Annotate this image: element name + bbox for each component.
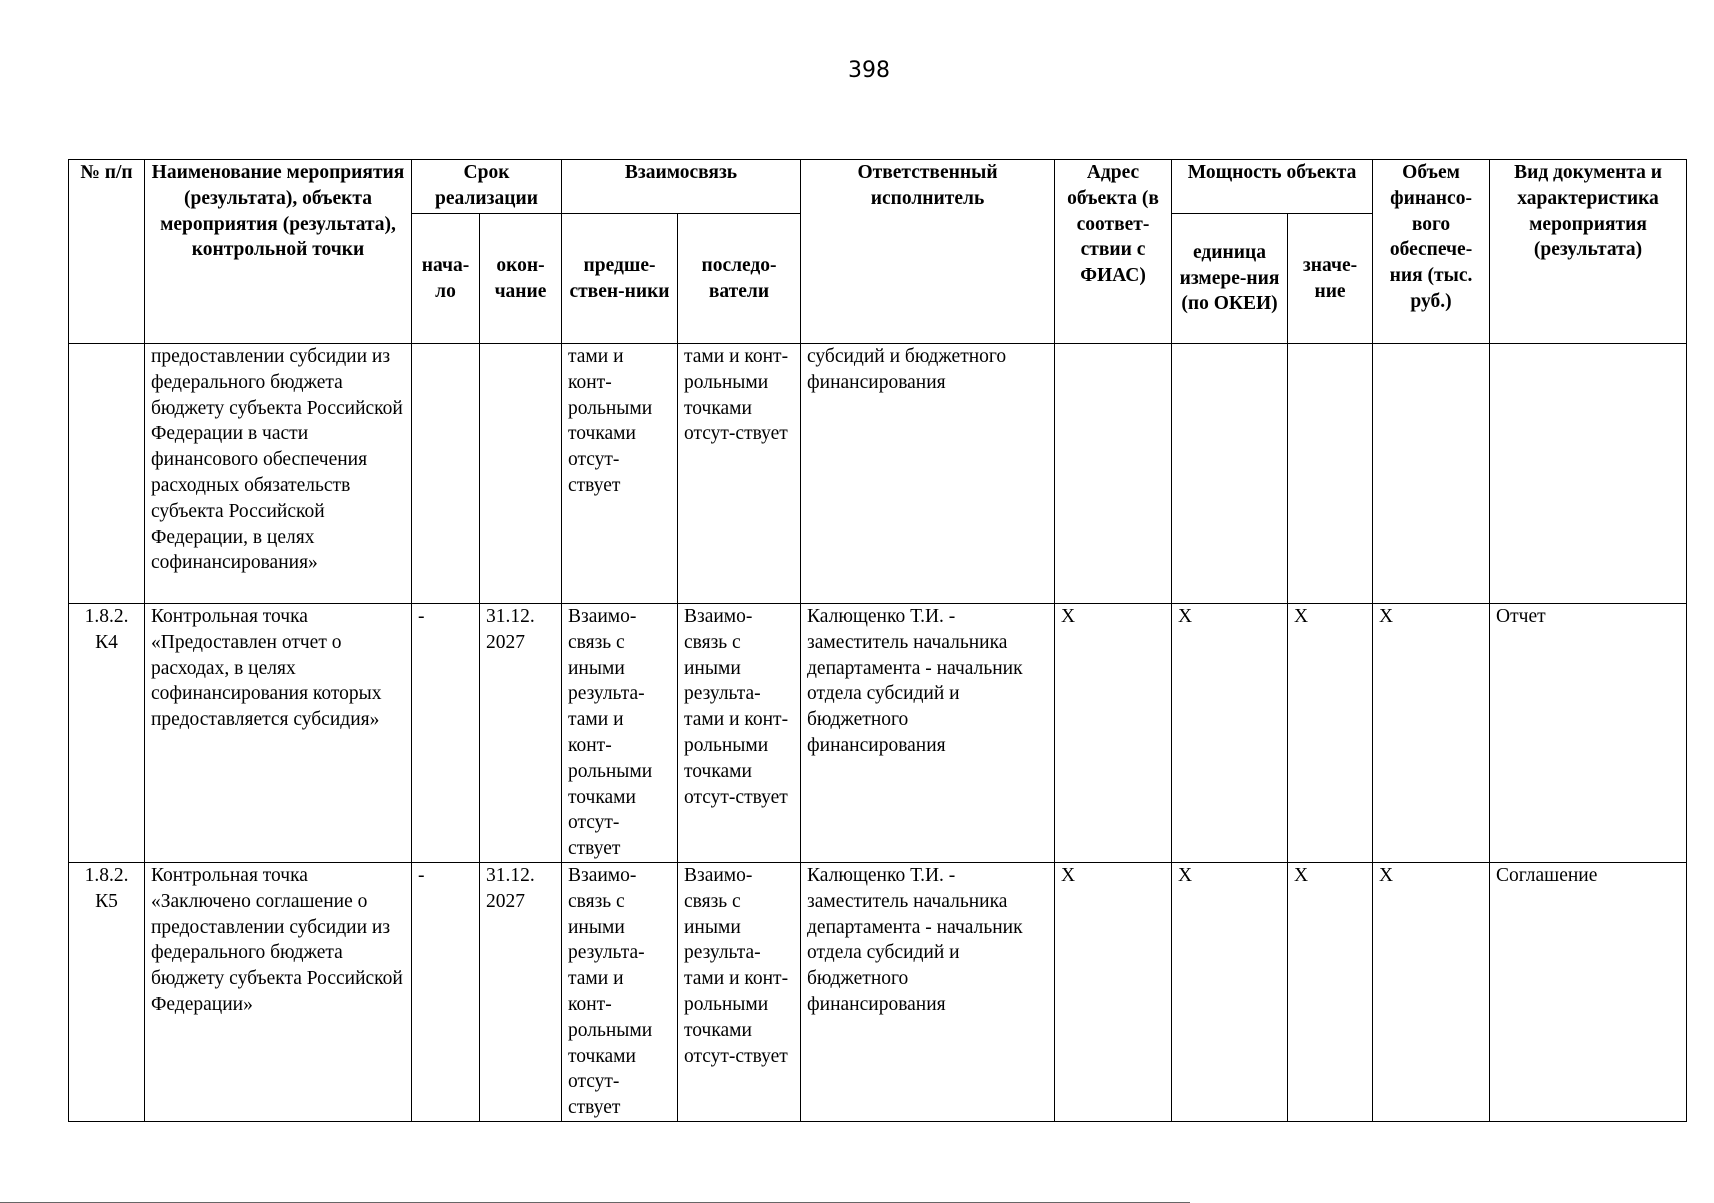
table-row <box>69 862 1687 1121</box>
header-capacity: Мощность объекта <box>1172 160 1373 214</box>
header-term-end: окон-чание <box>480 214 562 344</box>
cell-executor: Калющенко Т.И. - заместитель начальника департамента - начальник отдела субсидий и бюджетного финансирования <box>801 604 1055 863</box>
cell-end <box>480 344 562 604</box>
cell-doc: Отчет <box>1490 604 1687 863</box>
header-term: Срок реализации <box>412 160 562 214</box>
cell-prev: тами и конт-рольными точками отсут-ствует <box>562 344 678 604</box>
cell-address: Х <box>1055 604 1172 863</box>
cell-unit <box>1172 344 1288 604</box>
cell-num: 1.8.2. К5 <box>69 862 145 1121</box>
page-number: 398 <box>848 58 890 83</box>
header-name: Наименование мероприятия (результата), объекта мероприятия (результата), контрольной точки <box>145 160 412 344</box>
cell-end: 31.12. 2027 <box>480 604 562 863</box>
header-capacity-unit: единица измере-ния (по ОКЕИ) <box>1172 214 1288 344</box>
header-capacity-value: значе-ние <box>1288 214 1373 344</box>
cell-address: Х <box>1055 862 1172 1121</box>
cell-num: 1.8.2. К4 <box>69 604 145 863</box>
cell-address <box>1055 344 1172 604</box>
plan-table <box>68 159 1687 1122</box>
header-relation-prev: предше-ствен-ники <box>562 214 678 344</box>
cell-next: тами и конт-рольными точками отсут-ствует <box>678 344 801 604</box>
header-term-start: нача-ло <box>412 214 480 344</box>
cell-name: Контрольная точка «Предоставлен отчет о расходах, в целях софинансирования которых предоставляется субсидия» <box>145 604 412 863</box>
cell-next: Взаимо-связь с иными результа-тами и конт-рольными точками отсут-ствует <box>678 862 801 1121</box>
cell-prev: Взаимо-связь с иными результа-тами и конт-рольными точками отсут-ствует <box>562 862 678 1121</box>
cell-executor: субсидий и бюджетного финансирования <box>801 344 1055 604</box>
cell-doc <box>1490 344 1687 604</box>
cell-name: Контрольная точка «Заключено соглашение о предоставлении субсидии из федерального бюджета бюджету субъекта Российской Федерации» <box>145 862 412 1121</box>
header-row-1 <box>69 160 1687 214</box>
header-relation: Взаимосвязь <box>562 160 801 214</box>
cell-executor: Калющенко Т.И. - заместитель начальника департамента - начальник отдела субсидий и бюджетного финансирования <box>801 862 1055 1121</box>
cell-end: 31.12. 2027 <box>480 862 562 1121</box>
header-executor: Ответственный исполнитель <box>801 160 1055 344</box>
cell-next: Взаимо-связь с иными результа-тами и конт-рольными точками отсут-ствует <box>678 604 801 863</box>
cell-start: - <box>412 604 480 863</box>
cell-unit: Х <box>1172 862 1288 1121</box>
cell-value: Х <box>1288 604 1373 863</box>
cell-prev: Взаимо-связь с иными результа-тами и конт-рольными точками отсут-ствует <box>562 604 678 863</box>
cell-funding: Х <box>1373 862 1490 1121</box>
cell-value: Х <box>1288 862 1373 1121</box>
cell-name: предоставлении субсидии из федерального бюджета бюджету субъекта Российской Федерации в части финансового обеспечения расходных обязательств субъекта Российской Федерации, в целях софинансирования» <box>145 344 412 604</box>
header-funding: Объем финансо-вого обеспече-ния (тыс. руб.) <box>1373 160 1490 344</box>
cell-funding: Х <box>1373 604 1490 863</box>
cell-funding <box>1373 344 1490 604</box>
cell-unit: Х <box>1172 604 1288 863</box>
cell-num <box>69 344 145 604</box>
header-address: Адрес объекта (в соответ-ствии с ФИАС) <box>1055 160 1172 344</box>
header-relation-next: последо-ватели <box>678 214 801 344</box>
table-row <box>69 344 1687 604</box>
cell-value <box>1288 344 1373 604</box>
cell-doc: Соглашение <box>1490 862 1687 1121</box>
header-doc-type: Вид документа и характеристика мероприятия (результата) <box>1490 160 1687 344</box>
table-row <box>69 604 1687 863</box>
cell-start <box>412 344 480 604</box>
cell-start: - <box>412 862 480 1121</box>
header-num: № п/п <box>69 160 145 344</box>
